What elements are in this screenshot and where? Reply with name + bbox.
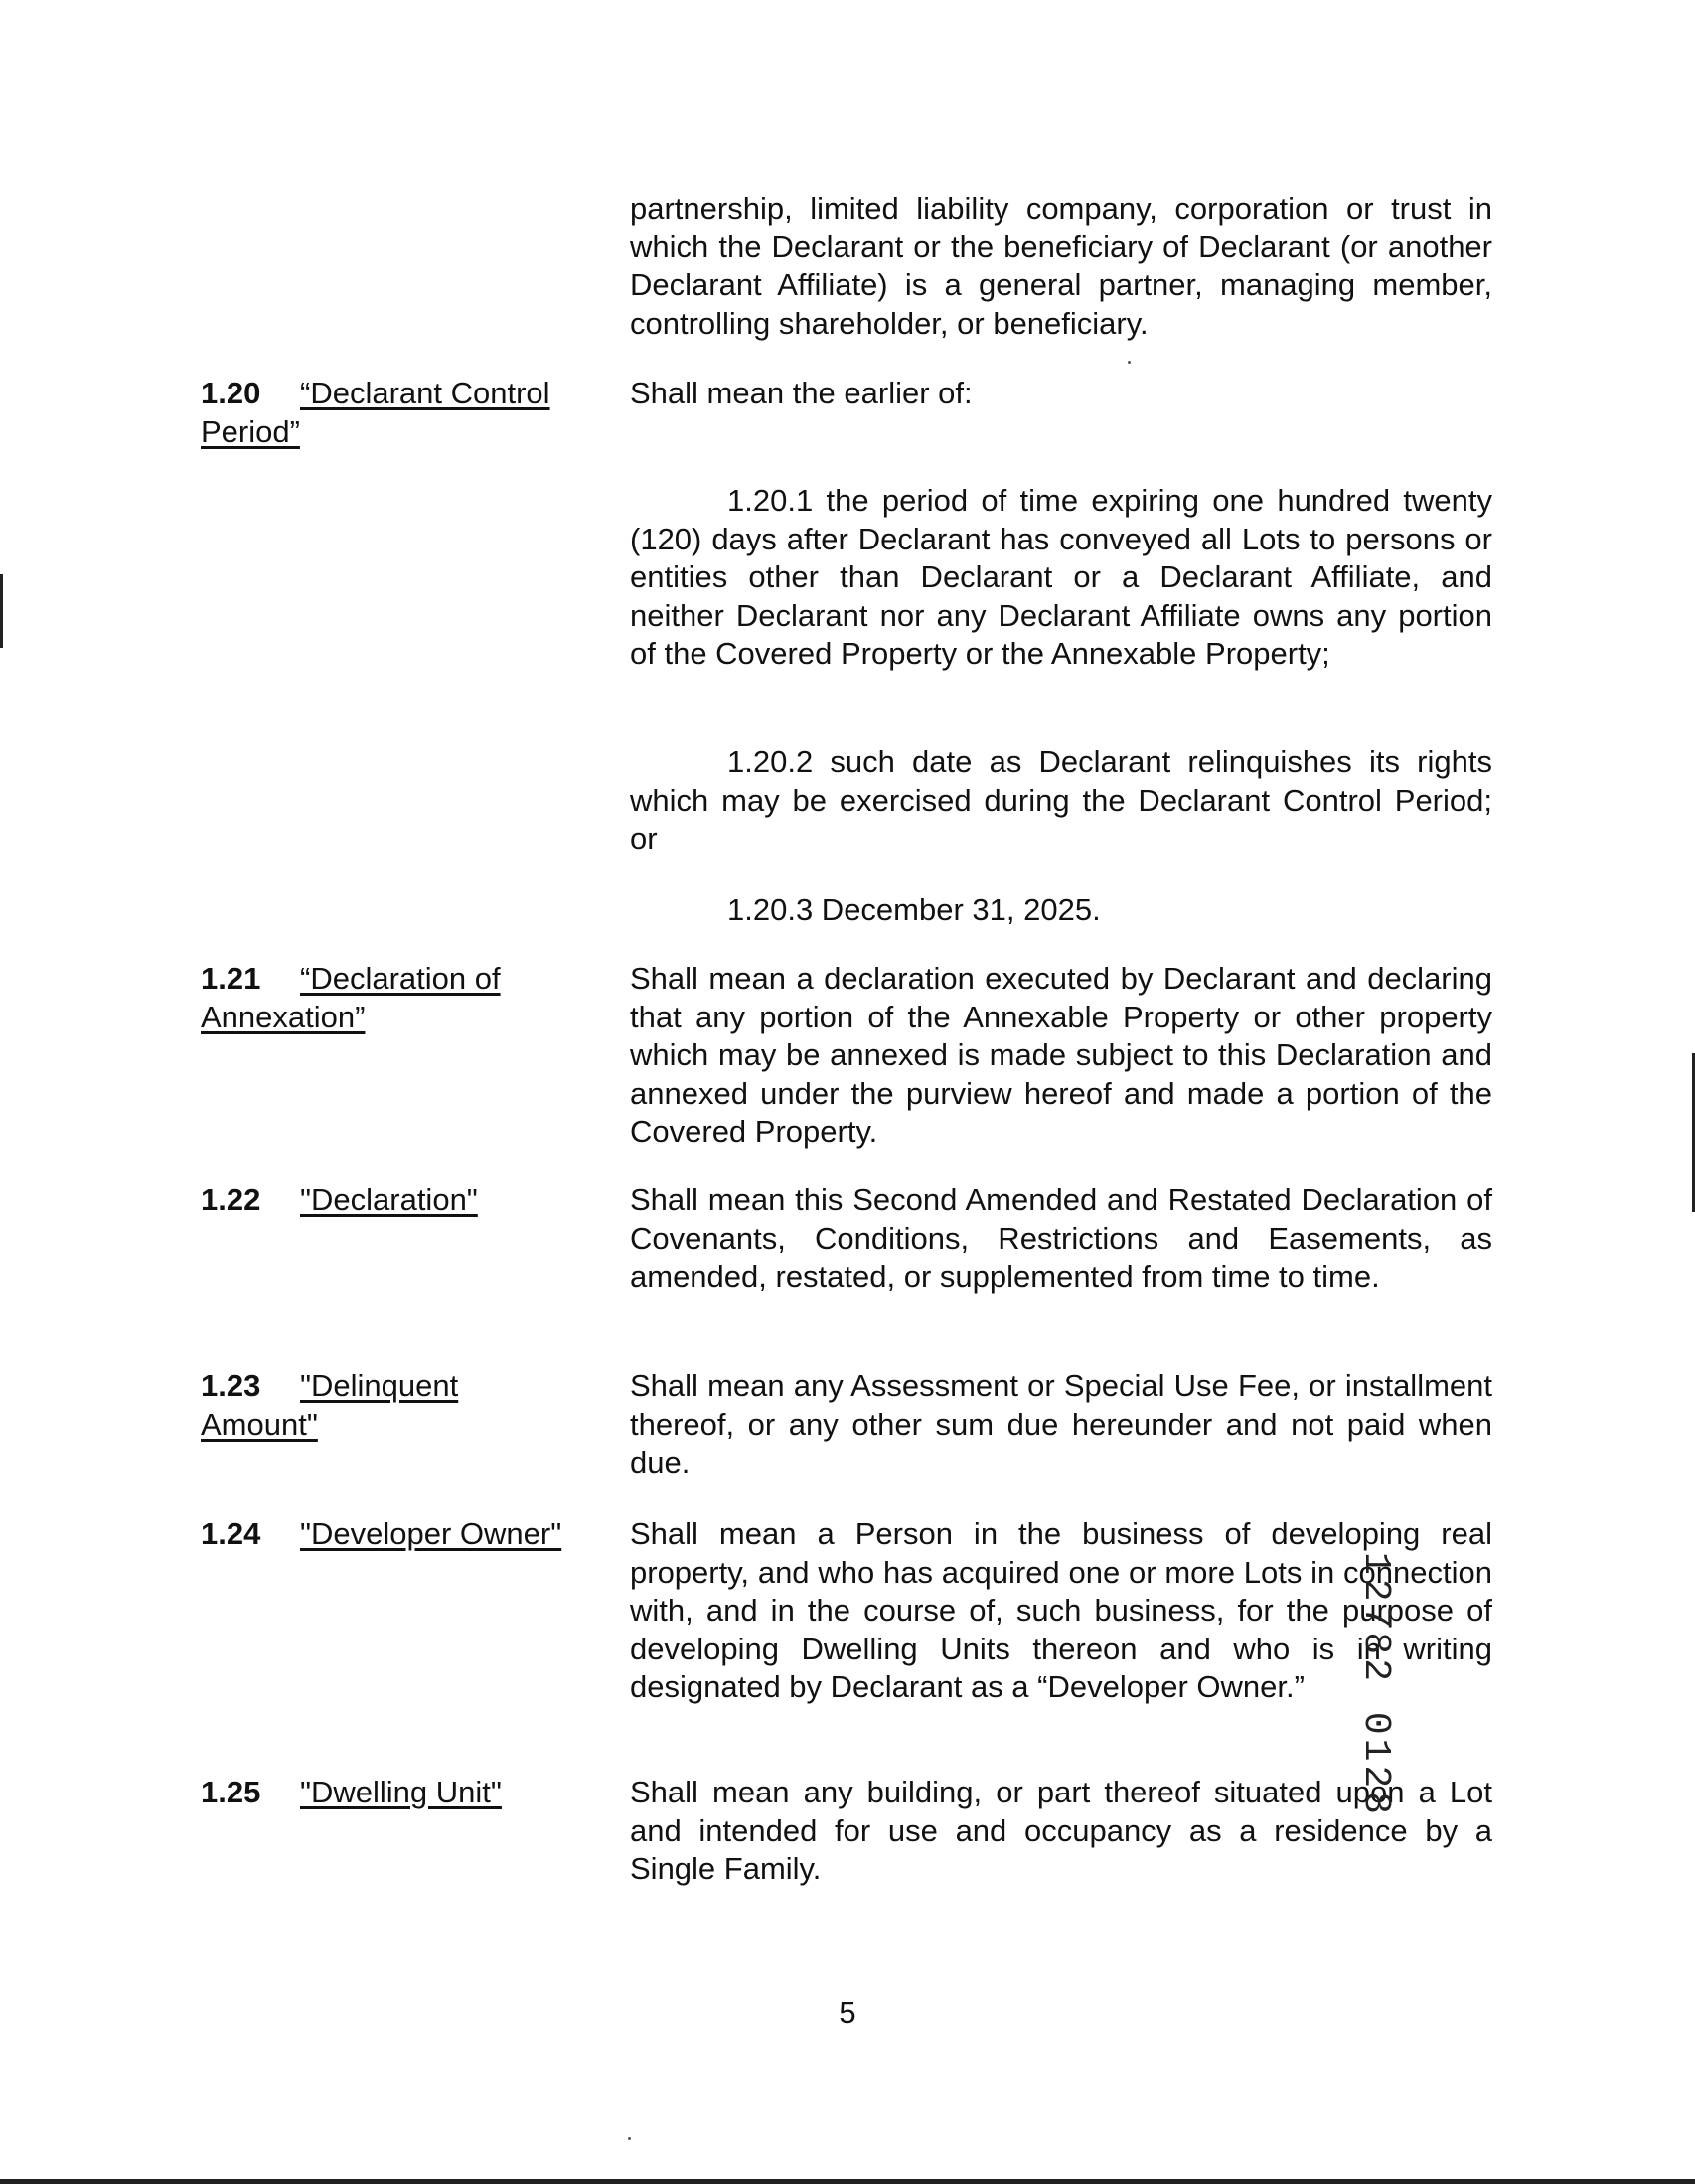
definition-number: 1.23: [201, 1368, 261, 1403]
definition-term-1-20: [201, 375, 593, 451]
definition-text-1-24: Shall mean a Person in the business of developing real property, and who has acquired one or more Lots in connection with, and in the course of, such business, for the purpose of developing Dwelling Units thereon and who is in writing designated by Declarant as a “Developer Owner.”: [630, 1516, 1492, 1704]
definition-term-1-21: [201, 960, 593, 1036]
definition-text-1-25: Shall mean any building, or part thereof situated upon a Lot and intended for use and occupancy as a residence by a Single Family.: [630, 1775, 1492, 1886]
definition-text-1-20: Shall mean the earlier of:: [630, 376, 973, 410]
subitem-1-20-2: 1.20.2 such date as Declarant relinquishes its rights which may be exercised during the Declarant Control Period; or: [630, 744, 1492, 856]
definition-term-title-cont: Amount": [201, 1406, 318, 1442]
definition-text-1-22: Shall mean this Second Amended and Restated Declaration of Covenants, Conditions, Restrictions and Easements, as amended, restated, or supplemented from time to time.: [630, 1182, 1492, 1294]
definition-number: 1.24: [201, 1516, 261, 1551]
definition-term-title: “Declaration of: [300, 961, 501, 996]
definition-number: 1.25: [201, 1775, 261, 1809]
definition-term-title: "Delinquent: [300, 1368, 459, 1403]
recording-stamp: [1353, 1552, 1413, 1890]
definition-term-1-25: [201, 1774, 593, 1812]
page-number: 5: [839, 1995, 856, 2030]
definition-term-title: “Declarant Control: [300, 376, 550, 410]
recording-stamp-text: 12782 0128: [1354, 1552, 1397, 1819]
scan-speck: [628, 2137, 631, 2140]
definition-term-title-cont: Period”: [201, 413, 300, 449]
definition-term-1-24: [201, 1515, 593, 1554]
scan-speck: [1128, 361, 1131, 364]
definition-term-1-22: [201, 1181, 593, 1220]
definition-number: 1.20: [201, 376, 261, 410]
subitem-1-20-1: 1.20.1 the period of time expiring one hundred twenty (120) days after Declarant has conveyed all Lots to persons or entities other than Declarant or a Declarant Affiliate, and neither Declarant nor any Declarant Affiliate owns any portion of the Covered Property or the Annexable Property;: [630, 483, 1492, 671]
definition-text-1-21: Shall mean a declaration executed by Declarant and declaring that any portion of the Annexable Property or other property which may be annexed is made subject to this Declaration and annexed under the purview hereof and made a portion of the Covered Property.: [630, 961, 1492, 1149]
scan-edge-mark-left: [0, 574, 3, 648]
definition-term-title: "Developer Owner": [300, 1516, 562, 1551]
definition-term-title: "Dwelling Unit": [300, 1775, 502, 1809]
scan-edge-mark-bottom: [0, 2179, 1695, 2184]
definition-text-1-23: Shall mean any Assessment or Special Use Fee, or installment thereof, or any other sum due hereunder and not paid when due.: [630, 1368, 1492, 1480]
definition-term-1-23: [201, 1367, 593, 1444]
definition-number: 1.21: [201, 961, 261, 996]
subitem-1-20-3: 1.20.3 December 31, 2025.: [727, 892, 1101, 927]
definition-number: 1.22: [201, 1182, 261, 1217]
definition-term-title: "Declaration": [300, 1182, 478, 1217]
definition-term-title-cont: Annexation”: [201, 999, 366, 1034]
continuation-paragraph: partnership, limited liability company, corporation or trust in which the Declarant or the beneficiary of Declarant (or another Declarant Affiliate) is a general partner, managing member, controlling shareholder, or beneficiary.: [630, 191, 1492, 341]
